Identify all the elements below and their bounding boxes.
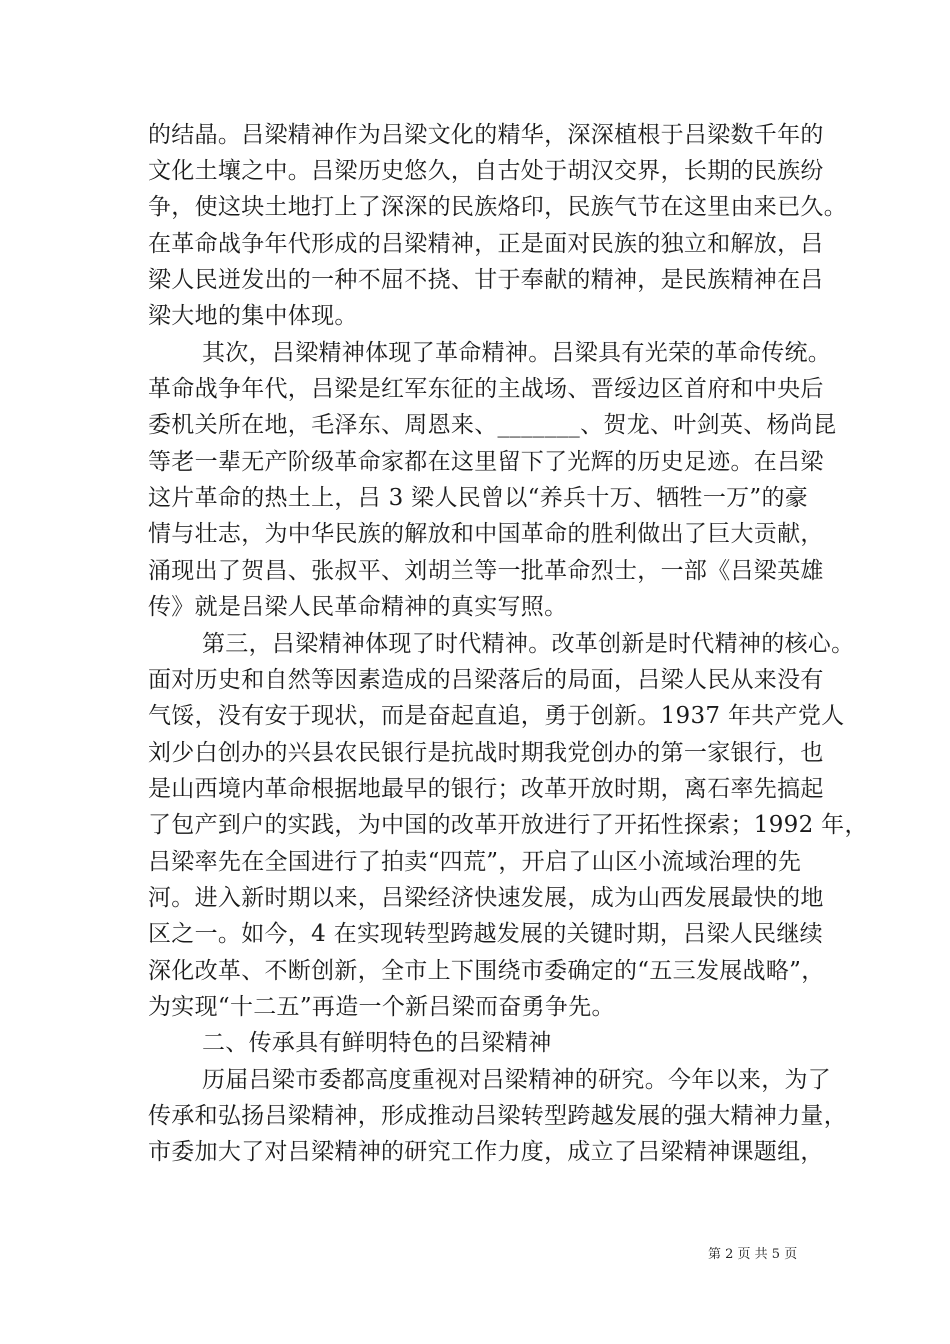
text-line: 梁人民迸发出的一种不屈不挠、甘于奉献的精神，是民族精神在吕 [148, 267, 824, 293]
text-line: 市委加大了对吕梁精神的研究工作力度，成立了吕梁精神课题组， [148, 1139, 824, 1165]
paragraph-start-line: 其次，吕梁精神体现了革命精神。吕梁具有光荣的革命传统。 [202, 340, 832, 366]
page-number: 第 2 页 共 5 页 [708, 1247, 798, 1262]
text-line: 争，使这块土地打上了深深的民族烙印，民族气节在这里由来已久。 [148, 194, 847, 220]
text-line: 传》就是吕梁人民革命精神的真实写照。 [148, 594, 568, 620]
paragraph-start-line: 第三，吕梁精神体现了时代精神。改革创新是时代精神的核心。 [202, 631, 855, 657]
section-heading: 二、传承具有鲜明特色的吕梁精神 [202, 1030, 552, 1056]
text-line: 气馁，没有安于现状，而是奋起直追，勇于创新。1937 年共产党人 [148, 703, 845, 729]
paragraph-start-line: 历届吕梁市委都高度重视对吕梁精神的研究。今年以来，为了 [202, 1067, 832, 1093]
text-line: 面对历史和自然等因素造成的吕梁落后的局面，吕梁人民从来没有 [148, 667, 824, 693]
text-line: 深化改革、不断创新，全市上下围绕市委确定的“五三发展战略”， [148, 958, 825, 984]
text-line: 的结晶。吕梁精神作为吕梁文化的精华，深深植根于吕梁数千年的 [148, 122, 824, 148]
text-line: 区之一。如今，4 在实现转型跨越发展的关键时期，吕梁人民继续 [148, 921, 823, 947]
text-line: 文化土壤之中。吕梁历史悠久，自古处于胡汉交界，长期的民族纷 [148, 158, 824, 184]
text-line: 吕梁率先在全国进行了拍卖“四荒”，开启了山区小流域治理的先 [148, 849, 802, 875]
text-line: 为实现“十二五”再造一个新吕梁而奋勇争先。 [148, 994, 615, 1020]
text-line: 传承和弘扬吕梁精神，形成推动吕梁转型跨越发展的强大精神力量， [148, 1103, 847, 1129]
text-line: 委机关所在地，毛泽东、周恩来、_______、贺龙、叶剑英、杨尚昆 [148, 412, 837, 438]
text-line: 涌现出了贺昌、张叔平、刘胡兰等一批革命烈士，一部《吕梁英雄 [148, 558, 824, 584]
text-line: 革命战争年代，吕梁是红军东征的主战场、晋绥边区首府和中央后 [148, 376, 824, 402]
text-line: 梁大地的集中体现。 [148, 303, 358, 329]
text-line: 情与壮志，为中华民族的解放和中国革命的胜利做出了巨大贡献， [148, 521, 824, 547]
text-line: 等老一辈无产阶级革命家都在这里留下了光辉的历史足迹。在吕梁 [148, 449, 824, 475]
text-line: 这片革命的热土上，吕 3 梁人民曾以“养兵十万、牺牲一万”的豪 [148, 485, 809, 511]
text-line: 河。进入新时期以来，吕梁经济快速发展，成为山西发展最快的地 [148, 885, 824, 911]
text-line: 刘少白创办的兴县农民银行是抗战时期我党创办的第一家银行，也 [148, 740, 824, 766]
text-line: 在革命战争年代形成的吕梁精神，正是面对民族的独立和解放，吕 [148, 231, 824, 257]
text-line: 了包产到户的实践，为中国的改革开放进行了开拓性探索；1992 年， [148, 812, 868, 838]
text-line: 是山西境内革命根据地最早的银行；改革开放时期，离石率先搞起 [148, 776, 824, 802]
